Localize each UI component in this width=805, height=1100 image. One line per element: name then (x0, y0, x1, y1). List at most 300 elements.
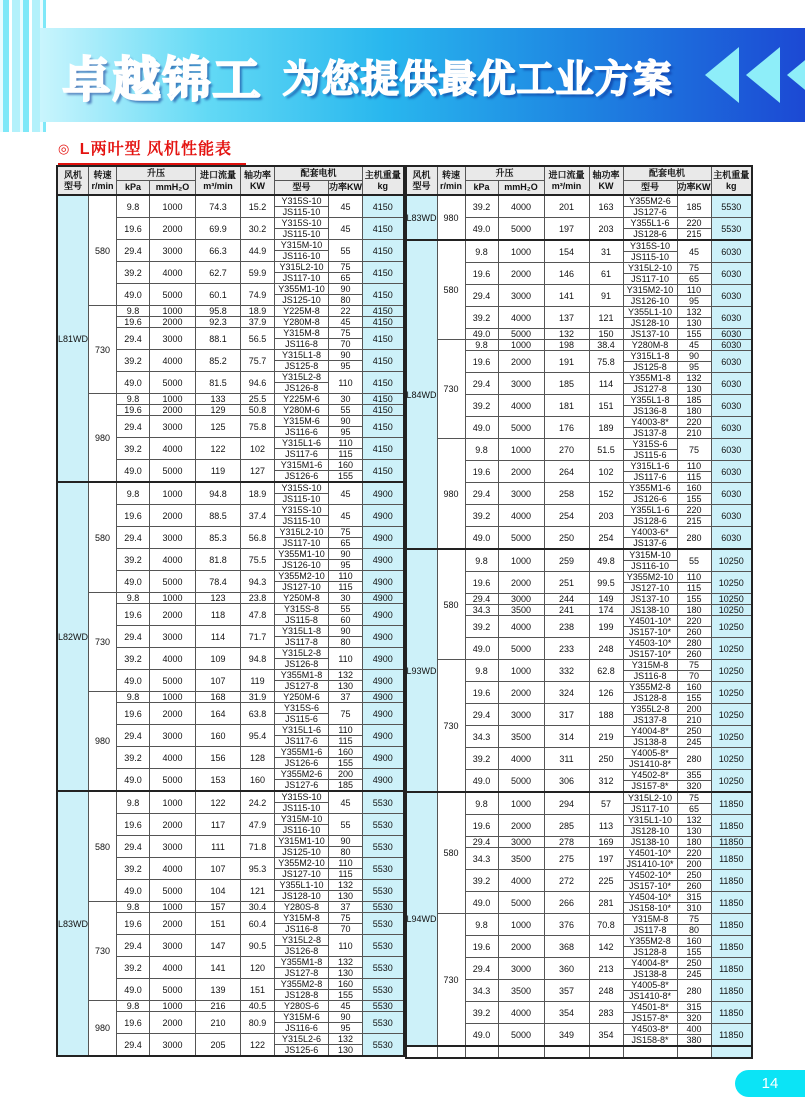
motor-model-cell: Y315S-6 (623, 439, 677, 450)
flow-cell: 244 (544, 594, 589, 605)
mmh2o-cell: 5000 (150, 769, 196, 792)
weight-cell: 5530 (711, 218, 752, 241)
fan-model-cell: L83WD (57, 791, 89, 1056)
motor-model-cell: Y315M2-10 (623, 285, 677, 296)
flow-cell: 349 (544, 1024, 589, 1047)
kpa-cell: 19.6 (465, 936, 498, 958)
motor-model-cell: Y315L2-8 (275, 372, 329, 383)
header-fan-model: 风机 型号 (57, 166, 89, 195)
motor-power-cell: 75 (677, 660, 711, 671)
motor-model-cell: JS126-10 (275, 560, 329, 571)
motor-power-cell: 75 (677, 263, 711, 274)
kpa-cell: 9.8 (117, 791, 150, 814)
motor-power-cell: 155 (677, 329, 711, 340)
shaft-power-cell: 163 (589, 195, 623, 218)
mmh2o-cell: 3500 (498, 980, 544, 1002)
motor-power-cell: 90 (677, 351, 711, 362)
shaft-power-cell: 149 (589, 594, 623, 605)
kpa-cell: 39.2 (117, 747, 150, 769)
shaft-power-cell: 18.9 (241, 482, 275, 505)
motor-power-cell: 75 (329, 913, 363, 924)
flow-cell: 107 (196, 858, 241, 880)
motor-model-cell: JS125-10 (275, 847, 329, 858)
motor-model-cell: Y315M-8 (623, 660, 677, 671)
flow-cell: 185 (544, 373, 589, 395)
motor-model-cell: JS157-8* (623, 1013, 677, 1024)
mmh2o-cell: 1000 (150, 593, 196, 604)
empty-cell (623, 1046, 677, 1058)
motor-power-cell: 160 (329, 979, 363, 990)
header-motor-model: 型号 (623, 181, 677, 196)
weight-cell: 5530 (363, 913, 404, 935)
weight-cell: 5530 (363, 1034, 404, 1057)
motor-power-cell: 115 (677, 583, 711, 594)
weight-cell: 5530 (363, 858, 404, 880)
weight-cell: 4900 (363, 527, 404, 549)
motor-model-cell: Y4501-8* (623, 1002, 677, 1013)
speed-cell: 980 (437, 439, 465, 550)
kpa-cell: 39.2 (117, 262, 150, 284)
flow-cell: 92.3 (196, 317, 241, 328)
motor-power-cell: 250 (677, 726, 711, 737)
motor-model-cell: JS116-10 (623, 561, 677, 572)
mmh2o-cell: 1000 (150, 902, 196, 913)
motor-model-cell: Y4502-10* (623, 870, 677, 881)
mmh2o-cell: 4000 (150, 549, 196, 571)
shaft-power-cell: 151 (589, 395, 623, 417)
motor-power-cell: 110 (329, 648, 363, 670)
mmh2o-cell: 1000 (498, 792, 544, 815)
motor-power-cell: 210 (677, 715, 711, 726)
motor-power-cell: 45 (329, 195, 363, 218)
motor-power-cell: 75 (329, 527, 363, 538)
motor-power-cell: 185 (677, 395, 711, 406)
flow-cell: 85.3 (196, 527, 241, 549)
motor-power-cell: 160 (329, 747, 363, 758)
motor-model-cell: Y315L1-6 (623, 461, 677, 472)
motor-power-cell: 110 (329, 935, 363, 957)
motor-power-cell: 160 (677, 682, 711, 693)
mmh2o-cell: 2000 (498, 351, 544, 373)
mmh2o-cell: 2000 (498, 682, 544, 704)
motor-power-cell: 130 (329, 891, 363, 902)
kpa-cell: 29.4 (465, 285, 498, 307)
motor-power-cell: 132 (677, 815, 711, 826)
motor-power-cell: 90 (329, 1012, 363, 1023)
weight-cell: 4150 (363, 284, 404, 306)
weight-cell: 4150 (363, 306, 404, 317)
weight-cell: 4150 (363, 372, 404, 394)
shaft-power-cell: 203 (589, 218, 623, 241)
motor-model-cell: Y315L2-10 (623, 792, 677, 804)
header-flow: 进口流量 m³/min (196, 166, 241, 195)
weight-cell: 11850 (711, 980, 752, 1002)
motor-model-cell: JS125-8 (623, 362, 677, 373)
weight-cell: 5530 (363, 1001, 404, 1012)
kpa-cell: 39.2 (117, 438, 150, 460)
motor-model-cell: Y315M-10 (275, 240, 329, 251)
weight-cell: 6030 (711, 340, 752, 351)
flow-cell: 107 (196, 670, 241, 692)
motor-model-cell: Y315L2-10 (275, 527, 329, 538)
weight-cell: 11850 (711, 892, 752, 914)
motor-power-cell: 130 (677, 826, 711, 837)
mmh2o-cell: 3500 (498, 605, 544, 616)
kpa-cell: 39.2 (117, 350, 150, 372)
kpa-cell: 49.0 (465, 1024, 498, 1047)
motor-power-cell: 310 (677, 903, 711, 914)
weight-cell: 4150 (363, 416, 404, 438)
motor-power-cell: 132 (677, 307, 711, 318)
shaft-power-cell: 71.8 (241, 836, 275, 858)
header-weight: 主机重量 kg (711, 166, 752, 195)
shaft-power-cell: 119 (241, 670, 275, 692)
flow-cell: 205 (196, 1034, 241, 1057)
motor-model-cell: JS137-6 (623, 538, 677, 550)
weight-cell: 5530 (363, 836, 404, 858)
kpa-cell: 29.4 (117, 1034, 150, 1057)
motor-power-cell: 80 (329, 847, 363, 858)
motor-model-cell: JS138-8 (623, 969, 677, 980)
header-flow: 进口流量 m³/min (544, 166, 589, 195)
mmh2o-cell: 2000 (150, 1012, 196, 1034)
shaft-power-cell: 94.3 (241, 571, 275, 593)
motor-power-cell: 55 (677, 549, 711, 572)
motor-power-cell: 30 (329, 394, 363, 405)
mmh2o-cell: 5000 (498, 417, 544, 439)
motor-model-cell: Y355M1-6 (275, 747, 329, 758)
mmh2o-cell: 4000 (498, 395, 544, 417)
motor-model-cell: Y315L2-8 (275, 648, 329, 659)
weight-cell: 4900 (363, 571, 404, 593)
weight-cell: 6030 (711, 505, 752, 527)
motor-model-cell: JS127-10 (275, 869, 329, 880)
motor-power-cell: 245 (677, 737, 711, 748)
shaft-power-cell: 151 (241, 979, 275, 1001)
weight-cell: 10250 (711, 704, 752, 726)
shaft-power-cell: 197 (589, 848, 623, 870)
motor-model-cell: Y355M1-10 (275, 549, 329, 560)
weight-cell: 11850 (711, 792, 752, 815)
motor-model-cell: JS158-8* (623, 1035, 677, 1047)
motor-model-cell: Y4504-10* (623, 892, 677, 903)
motor-model-cell: JS117-8 (275, 637, 329, 648)
motor-power-cell: 220 (677, 616, 711, 627)
mmh2o-cell: 3500 (498, 726, 544, 748)
motor-model-cell: JS115-8 (275, 615, 329, 626)
speed-cell: 980 (89, 692, 117, 792)
speed-cell: 730 (89, 306, 117, 394)
motor-power-cell: 90 (329, 836, 363, 847)
kpa-cell: 39.2 (117, 858, 150, 880)
flow-cell: 153 (196, 769, 241, 792)
kpa-cell: 49.0 (117, 571, 150, 593)
mmh2o-cell: 3000 (150, 1034, 196, 1057)
motor-model-cell: Y4003-8* (623, 417, 677, 428)
kpa-cell: 19.6 (465, 263, 498, 285)
motor-model-cell: Y315M-10 (275, 814, 329, 825)
flow-cell: 360 (544, 958, 589, 980)
weight-cell: 11850 (711, 914, 752, 936)
weight-cell: 4900 (363, 670, 404, 692)
motor-model-cell: Y315L1-8 (275, 350, 329, 361)
motor-power-cell: 110 (677, 285, 711, 296)
mmh2o-cell: 3000 (150, 240, 196, 262)
header-kpa: kPa (465, 181, 498, 196)
motor-power-cell: 215 (677, 229, 711, 241)
shaft-power-cell: 75.8 (241, 416, 275, 438)
speed-cell: 580 (89, 791, 117, 902)
mmh2o-cell: 1000 (150, 791, 196, 814)
kpa-cell: 49.0 (117, 284, 150, 306)
motor-model-cell: Y280S-8 (275, 902, 329, 913)
mmh2o-cell: 4000 (150, 858, 196, 880)
shaft-power-cell: 51.5 (589, 439, 623, 461)
mmh2o-cell: 3000 (498, 594, 544, 605)
shaft-power-cell: 37.9 (241, 317, 275, 328)
motor-power-cell: 110 (329, 438, 363, 449)
weight-cell: 5530 (363, 957, 404, 979)
mmh2o-cell: 5000 (150, 979, 196, 1001)
weight-cell: 11850 (711, 958, 752, 980)
motor-power-cell: 180 (677, 837, 711, 848)
shaft-power-cell: 121 (241, 880, 275, 902)
motor-model-cell: Y4005-8* (623, 980, 677, 991)
page-number-badge (735, 1070, 805, 1097)
motor-model-cell: JS127-6 (275, 780, 329, 792)
flow-cell: 88.1 (196, 328, 241, 350)
motor-model-cell: JS137-10 (623, 594, 677, 605)
weight-cell: 6030 (711, 461, 752, 483)
shaft-power-cell: 60.4 (241, 913, 275, 935)
shaft-power-cell: 59.9 (241, 262, 275, 284)
motor-power-cell: 155 (677, 494, 711, 505)
motor-power-cell: 245 (677, 969, 711, 980)
mmh2o-cell: 1000 (498, 240, 544, 263)
motor-power-cell: 355 (677, 770, 711, 781)
motor-model-cell: JS115-10 (275, 229, 329, 240)
flow-cell: 133 (196, 394, 241, 405)
empty-cell (544, 1046, 589, 1058)
empty-cell (406, 1046, 438, 1058)
motor-power-cell: 90 (329, 549, 363, 560)
motor-model-cell: JS157-10* (623, 649, 677, 660)
motor-power-cell: 90 (329, 416, 363, 427)
motor-power-cell: 110 (677, 461, 711, 472)
page-number: 14 (761, 1075, 779, 1092)
weight-cell: 11850 (711, 837, 752, 848)
shaft-power-cell: 250 (589, 748, 623, 770)
weight-cell: 6030 (711, 263, 752, 285)
kpa-cell: 19.6 (117, 604, 150, 626)
shaft-power-cell: 56.8 (241, 527, 275, 549)
mmh2o-cell: 1000 (498, 660, 544, 682)
motor-power-cell: 110 (329, 372, 363, 394)
fan-model-cell: L81WD (57, 195, 89, 482)
kpa-cell: 49.0 (465, 218, 498, 241)
flow-cell: 141 (196, 957, 241, 979)
motor-model-cell: Y4501-10* (623, 848, 677, 859)
motor-power-cell: 130 (329, 681, 363, 692)
flow-cell: 272 (544, 870, 589, 892)
weight-cell: 4150 (363, 460, 404, 483)
flow-cell: 66.3 (196, 240, 241, 262)
shaft-power-cell: 114 (589, 373, 623, 395)
empty-cell (711, 1046, 752, 1058)
motor-power-cell: 200 (677, 859, 711, 870)
flow-cell: 306 (544, 770, 589, 793)
flow-cell: 259 (544, 549, 589, 572)
kpa-cell: 49.0 (117, 880, 150, 902)
motor-power-cell: 132 (329, 670, 363, 681)
shaft-power-cell: 94.6 (241, 372, 275, 394)
mmh2o-cell: 1000 (498, 340, 544, 351)
flow-cell: 141 (544, 285, 589, 307)
weight-cell: 10250 (711, 605, 752, 616)
kpa-cell: 29.4 (465, 837, 498, 848)
mmh2o-cell: 3000 (498, 837, 544, 848)
kpa-cell: 9.8 (117, 482, 150, 505)
mmh2o-cell: 5000 (150, 880, 196, 902)
weight-cell: 11850 (711, 815, 752, 837)
motor-power-cell: 115 (329, 869, 363, 880)
motor-model-cell: Y4503-8* (623, 1024, 677, 1035)
motor-model-cell: JS1410-8* (623, 991, 677, 1002)
kpa-cell: 19.6 (465, 682, 498, 704)
flow-cell: 278 (544, 837, 589, 848)
motor-power-cell: 130 (677, 384, 711, 395)
shaft-power-cell: 174 (589, 605, 623, 616)
motor-power-cell: 160 (329, 460, 363, 471)
shaft-power-cell: 37.4 (241, 505, 275, 527)
motor-model-cell: Y315S-10 (623, 240, 677, 252)
flow-cell: 74.3 (196, 195, 241, 218)
flow-cell: 69.9 (196, 218, 241, 240)
mmh2o-cell: 4000 (498, 505, 544, 527)
motor-power-cell: 260 (677, 649, 711, 660)
flow-cell: 201 (544, 195, 589, 218)
weight-cell: 6030 (711, 483, 752, 505)
kpa-cell: 9.8 (117, 593, 150, 604)
shaft-power-cell: 150 (589, 329, 623, 340)
motor-model-cell: Y355L2-8 (623, 704, 677, 715)
motor-model-cell: JS115-10 (275, 803, 329, 814)
mmh2o-cell: 4000 (150, 957, 196, 979)
header-motor: 配套电机 (275, 166, 363, 181)
kpa-cell: 29.4 (465, 958, 498, 980)
motor-power-cell: 115 (329, 449, 363, 460)
motor-power-cell: 90 (329, 626, 363, 637)
motor-model-cell: JS158-10* (623, 903, 677, 914)
flow-cell: 216 (196, 1001, 241, 1012)
kpa-cell: 9.8 (465, 549, 498, 572)
shaft-power-cell: 47.8 (241, 604, 275, 626)
motor-model-cell: JS117-10 (275, 273, 329, 284)
shaft-power-cell: 74.9 (241, 284, 275, 306)
motor-power-cell: 75 (329, 703, 363, 725)
motor-model-cell: Y4003-6* (623, 527, 677, 538)
motor-model-cell: Y315L2-8 (275, 935, 329, 946)
flow-cell: 250 (544, 527, 589, 550)
motor-power-cell: 75 (677, 792, 711, 804)
kpa-cell: 39.2 (117, 549, 150, 571)
weight-cell: 10250 (711, 616, 752, 638)
shaft-power-cell: 189 (589, 417, 623, 439)
motor-power-cell: 95 (677, 362, 711, 373)
banner-slogan: 为您提供最优工业方案 (282, 58, 673, 101)
flow-cell: 147 (196, 935, 241, 957)
motor-model-cell: Y315S-10 (275, 482, 329, 494)
flow-cell: 81.5 (196, 372, 241, 394)
shaft-power-cell: 127 (241, 460, 275, 483)
flow-cell: 118 (196, 604, 241, 626)
weight-cell: 5530 (363, 814, 404, 836)
shaft-power-cell: 75.5 (241, 549, 275, 571)
header-pressure: 升压 (465, 166, 544, 181)
motor-power-cell: 45 (329, 505, 363, 527)
motor-power-cell: 185 (329, 780, 363, 792)
kpa-cell: 49.0 (117, 460, 150, 483)
speed-cell: 980 (89, 394, 117, 483)
weight-cell: 4900 (363, 505, 404, 527)
kpa-cell: 19.6 (117, 405, 150, 416)
mmh2o-cell: 4000 (150, 350, 196, 372)
kpa-cell: 19.6 (465, 572, 498, 594)
mmh2o-cell: 5000 (150, 284, 196, 306)
motor-model-cell: Y355L1-10 (623, 307, 677, 318)
motor-power-cell: 280 (677, 527, 711, 550)
motor-power-cell: 45 (329, 317, 363, 328)
shaft-power-cell: 57 (589, 792, 623, 815)
motor-model-cell: Y315L1-10 (623, 815, 677, 826)
motor-power-cell: 155 (329, 471, 363, 483)
mmh2o-cell: 3000 (150, 836, 196, 858)
shaft-power-cell: 142 (589, 936, 623, 958)
motor-model-cell: Y355M2-10 (623, 572, 677, 583)
mmh2o-cell: 2000 (150, 405, 196, 416)
weight-cell: 11850 (711, 870, 752, 892)
header-motor-model: 型号 (275, 181, 329, 196)
motor-model-cell: JS115-6 (275, 714, 329, 725)
flow-cell: 258 (544, 483, 589, 505)
speed-cell: 980 (437, 195, 465, 240)
motor-power-cell: 320 (677, 1013, 711, 1024)
header-motor-kw: 功率KW (329, 181, 363, 196)
shaft-power-cell: 169 (589, 837, 623, 848)
weight-cell: 6030 (711, 240, 752, 263)
weight-cell: 6030 (711, 373, 752, 395)
motor-model-cell: JS116-8 (623, 671, 677, 682)
mmh2o-cell: 2000 (150, 604, 196, 626)
motor-model-cell: Y280S-6 (275, 1001, 329, 1012)
shaft-power-cell: 281 (589, 892, 623, 914)
motor-power-cell: 37 (329, 902, 363, 913)
weight-cell: 5530 (363, 1012, 404, 1034)
motor-power-cell: 180 (677, 605, 711, 616)
flow-cell: 285 (544, 815, 589, 837)
flow-cell: 119 (196, 460, 241, 483)
weight-cell: 10250 (711, 638, 752, 660)
mmh2o-cell: 4000 (498, 870, 544, 892)
motor-model-cell: JS1410-8* (623, 759, 677, 770)
kpa-cell: 29.4 (117, 725, 150, 747)
kpa-cell: 34.3 (465, 726, 498, 748)
motor-power-cell: 90 (329, 284, 363, 295)
motor-model-cell: Y315S-6 (275, 703, 329, 714)
weight-cell: 10250 (711, 770, 752, 793)
motor-power-cell: 115 (677, 472, 711, 483)
flow-cell: 317 (544, 704, 589, 726)
